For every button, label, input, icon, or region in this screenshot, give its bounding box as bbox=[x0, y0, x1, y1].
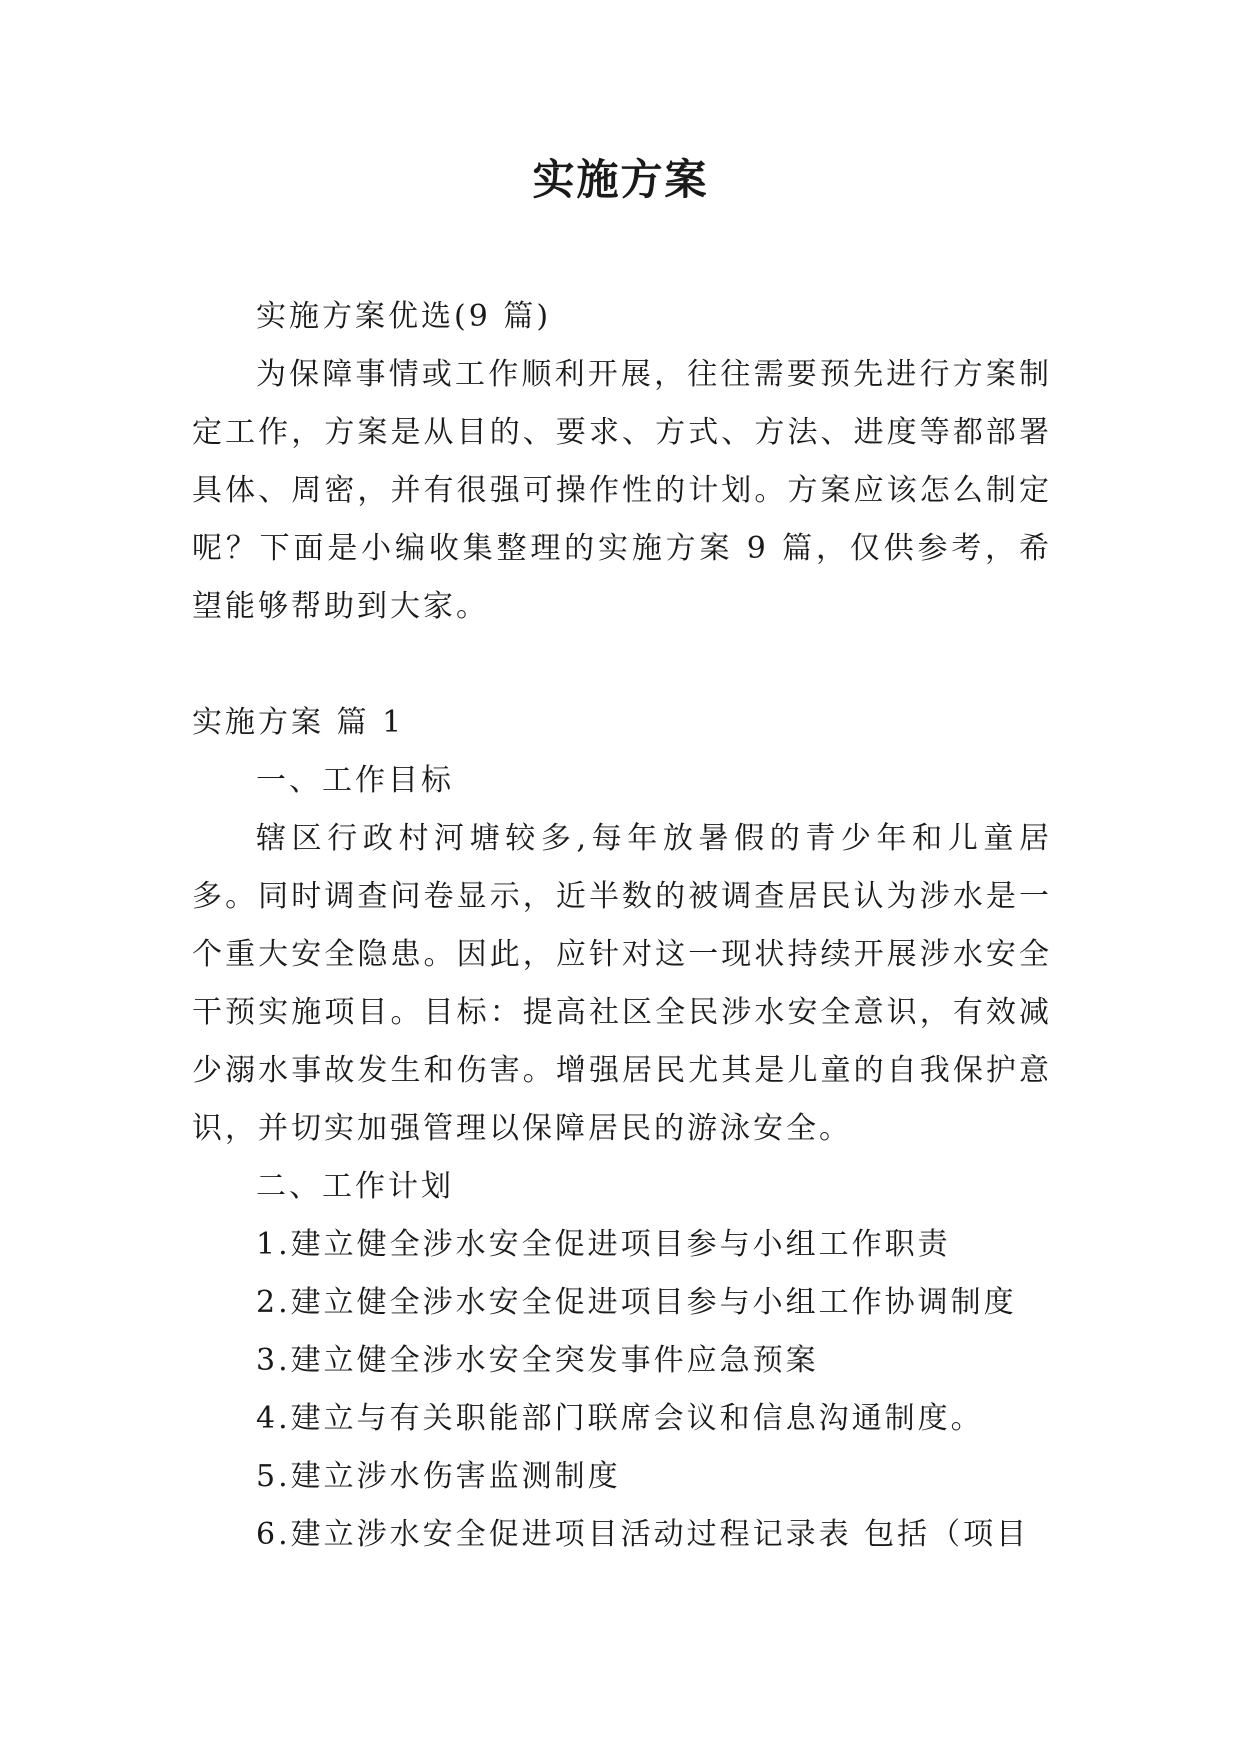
plan-item-1: 1.建立健全涉水安全促进项目参与小组工作职责 bbox=[256, 1227, 951, 1262]
plan-item-5: 5.建立涉水伤害监测制度 bbox=[256, 1459, 621, 1494]
plan-item-6: 6.建立涉水安全促进项目活动过程记录表 包括（项目 bbox=[256, 1517, 1030, 1552]
goal-paragraph: 辖区行政村河塘较多,每年放暑假的青少年和儿童居多。同时调查问卷显示，近半数的被调查居民认为涉水是一个重大安全隐患。因此，应针对这一现状持续开展涉水安全干预实施项目。目标：提高社区全民涉水安全意识，有效减少溺水事故发生和伤害。增强居民尤其是儿童的自我保护意识，并切实加强管理以保障居民的游泳安全。 bbox=[192, 821, 1052, 1146]
document-subtitle: 实施方案优选(9 篇) bbox=[256, 299, 552, 334]
intro-paragraph: 为保障事情或工作顺利开展，往往需要预先进行方案制定工作，方案是从目的、要求、方式、方法、进度等都部署具体、周密，并有很强可操作性的计划。方案应该怎么制定呢？下面是小编收集整理的实施方案 9 篇，仅供参考，希望能够帮助到大家。 bbox=[192, 357, 1052, 624]
document-body bbox=[192, 288, 1052, 1564]
plan-heading: 二、工作计划 bbox=[256, 1169, 454, 1204]
document-title: 实施方案 bbox=[532, 155, 709, 204]
plan-item-3: 3.建立健全涉水安全突发事件应急预案 bbox=[256, 1343, 819, 1378]
plan-item-2: 2.建立健全涉水安全促进项目参与小组工作协调制度 bbox=[256, 1285, 1017, 1320]
plan-item-4: 4.建立与有关职能部门联席会议和信息沟通制度。 bbox=[256, 1401, 984, 1436]
paragraph-gap bbox=[192, 636, 1052, 694]
goal-heading: 一、工作目标 bbox=[256, 763, 454, 798]
section-heading: 实施方案 篇 1 bbox=[192, 705, 405, 740]
